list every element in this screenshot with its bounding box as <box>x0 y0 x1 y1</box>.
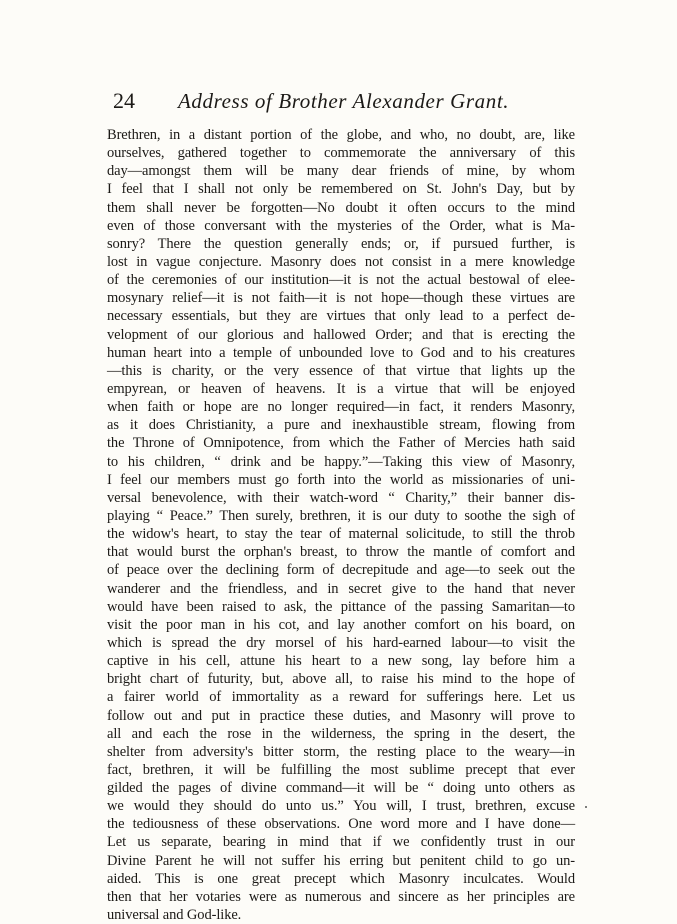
text-line: Divine Parent he will not suffer his erring but penitent child to go un- <box>107 852 575 869</box>
text-line: human heart into a temple of unbounded love to God and to his creatures <box>107 344 575 361</box>
text-line: the tediousness of these observations. One word more and I have done— <box>107 816 575 833</box>
text-line: follow out and put in practice these duties, and Masonry will prove to <box>107 707 575 724</box>
text-line: playing “ Peace.” Then surely, brethren, it is our duty to soothe the sigh of <box>107 507 575 524</box>
text-line: day—amongst them will be many dear friends of mine, by whom <box>107 163 575 180</box>
text-line: gilded the pages of divine command—it will be “ doing unto others as <box>107 780 575 797</box>
text-line: as it does Christianity, a pure and inexhaustible stream, flowing from <box>107 417 575 434</box>
text-line: which is spread the dry morsel of his hard-earned labour—to visit the <box>107 634 575 651</box>
body-paragraph <box>107 126 575 924</box>
text-line: lost in vague conjecture. Masonry does not consist in a mere knowledge <box>107 253 575 270</box>
ink-speck <box>585 806 587 808</box>
text-line: captive in his cell, attune his heart to a new song, lay before him a <box>107 653 575 670</box>
text-line: even of those conversant with the mysteries of the Order, what is Ma- <box>107 217 575 234</box>
text-line: aided. This is one great precept which Masonry inculcates. Would <box>107 870 575 887</box>
text-line: sonry? There the question generally ends; or, if pursued further, is <box>107 235 575 252</box>
text-line: the Throne of Omnipotence, from which the Father of Mercies hath said <box>107 435 575 452</box>
text-line: wanderer and the friendless, and in secret give to the hand that never <box>107 580 575 597</box>
text-line: I feel our members must go forth into the world as missionaries of uni- <box>107 471 575 488</box>
text-line: velopment of our glorious and hallowed Order; and that is erecting the <box>107 326 575 343</box>
text-line: versal benevolence, with their watch-word “ Charity,” their banner dis- <box>107 489 575 506</box>
text-line: fact, brethren, it will be fulfilling the most sublime precept that ever <box>107 761 575 778</box>
text-line: a fairer world of immortality as a reward for sufferings here. Let us <box>107 689 575 706</box>
text-line: necessary essentials, but they are virtues that only lead to a perfect de- <box>107 308 575 325</box>
text-line: visit the poor man in his cot, and lay another comfort on his board, on <box>107 616 575 633</box>
text-line: shelter from adversity's bitter storm, the resting place to the weary—in <box>107 743 575 760</box>
text-line: when faith or hope are no longer required—in fact, it renders Masonry, <box>107 399 575 416</box>
running-head <box>113 88 588 118</box>
text-line: —this is charity, or the very essence of that virtue that lights up the <box>107 362 575 379</box>
text-line: would have been raised to ask, the pittance of the passing Samaritan—to <box>107 598 575 615</box>
text-line: to his children, “ drink and be happy.”—Taking this view of Masonry, <box>107 453 575 470</box>
text-line: we would they should do unto us.” You will, I trust, brethren, excuse <box>107 798 575 815</box>
text-line: I feel that I shall not only be remembered on St. John's Day, but by <box>107 181 575 198</box>
text-line: empyrean, or heaven of heavens. It is a virtue that will be enjoyed <box>107 380 575 397</box>
text-line: of the ceremonies of our institution—it is not the actual bestowal of elee- <box>107 272 575 289</box>
text-line: the widow's heart, to stay the tear of maternal solicitude, to still the throb <box>107 526 575 543</box>
page-number: 24 <box>113 88 135 113</box>
text-line: mosynary relief—it is not faith—it is not hope—though these virtues are <box>107 290 575 307</box>
text-line: ourselves, gathered together to commemorate the anniversary of this <box>107 145 575 162</box>
text-line: Let us separate, bearing in mind that if we confidently trust in our <box>107 834 575 851</box>
text-line: all and each the rose in the wilderness, the spring in the desert, the <box>107 725 575 742</box>
text-line: Brethren, in a distant portion of the globe, and who, no doubt, are, like <box>107 127 575 143</box>
text-line: universal and God-like. <box>107 907 242 924</box>
running-title: Address of Brother Alexander Grant. <box>178 89 510 113</box>
text-line: them shall never be forgotten—No doubt it often occurs to the mind <box>107 199 575 216</box>
text-line: bright chart of futurity, but, above all, to raise his mind to the hope of <box>107 671 575 688</box>
text-line: then that her votaries were as numerous and sincere as her principles are <box>107 888 575 905</box>
text-line: that would burst the orphan's breast, to throw the mantle of comfort and <box>107 544 575 561</box>
text-line: of peace over the declining form of decrepitude and age—to seek out the <box>107 562 575 579</box>
